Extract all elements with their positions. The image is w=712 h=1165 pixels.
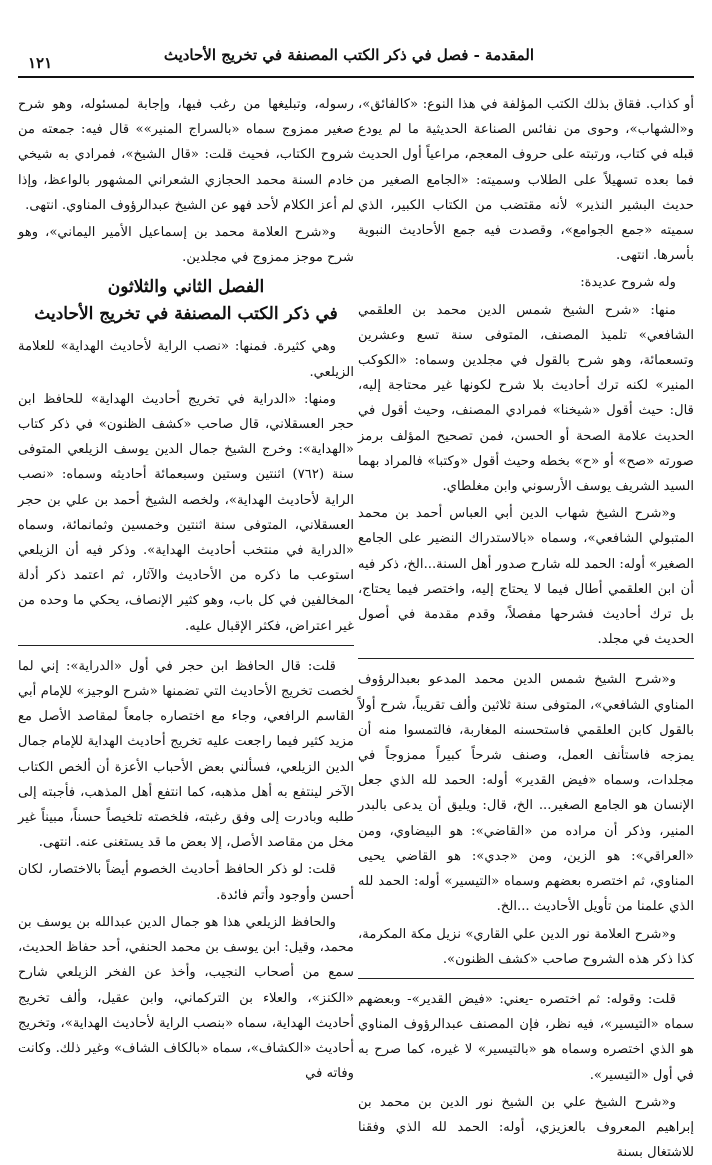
paragraph: و«شرح الشيخ علي بن الشيخ نور الدين بن محمد بن إبراهيم المعروف بالعزيزي، أوله: الحمد لله الذي وفقنا للاشتغال بسنة: [358, 1094, 694, 1161]
paragraph: و«شرح الشيخ شهاب الدين أبي العباس أحمد بن محمد المتبولي الشافعي»، وسماه «بالاستدراك النضير على الجامع الصغير» أوله: الحمد لله شارح صدور أهل السنة...الخ، ذكر فيه أن ابن العلقمي أطال فيما لا يحتاج إليه، واختصر فيما يحتاج، بل ترك أحاديث فشرحها مفصلاً، وقدم مقدمة في أصول الحديث في مجلد.: [357, 506, 694, 648]
section-heading-line-2: في ذكر الكتب المصنفة في تخريج الأحاديث: [34, 304, 338, 325]
left-column: [18, 92, 354, 1102]
running-header: [18, 36, 694, 78]
paragraph: قلت: وقوله: ثم اختصره -يعني: «فيض القدير»- وبعضهم سماه «التيسير»، فيه نظر، فإن المصنف عبدالرؤوف المناوي هو الذي اختصره وسماه هو «بالتيسير» لا غيره، كما صرح به في أول «التيسير».: [358, 991, 694, 1083]
section-heading-line-1: الفصل الثاني والثلاثون: [107, 277, 265, 298]
paragraph: و«شرح العلامة محمد بن إسماعيل الأمير اليماني»، وهو شرح موجز ممزوج في مجلدين.: [18, 225, 354, 266]
paragraph: منها: «شرح الشيخ شمس الدين محمد بن العلقمي الشافعي» تلميذ المصنف، المتوفى سنة تسع وعشرين وتسعمائة، وهو شرح بالقول في مجلدين وسماه: «الكوكب المنير» لكنه ترك أحاديث بلا شرح لكونها غير محتاجة إليه، قال: حيث أقول «شيخنا» فمرادي المصنف، وحيث أقول في الحديث علامة الصحة أو الحسن، فمن تصحيح المؤلف برمز صورته «صح» أو «ح» بخطه وحيث أقول «وكتبا» فالمراد بهما السيد الشريف يوسف الأرسوني وابن مغلطاي.: [358, 302, 694, 495]
paragraph: قلت: لو ذكر الحافظ أحاديث الخصوم أيضاً بالاختصار، لكان أحسن وأوجود وأتم فائدة.: [18, 862, 354, 903]
paragraph: أو كذاب. فقاق بذلك الكتب المؤلفة في هذا النوع: «كالفائق»، و«الشهاب»، وحوى من نفائس الصناعة الحديثية ما لم يودع قبله في كتاب، ورتبته على حروف المعجم، مراعياً أول الحديث فما بعده تسهيلاً على الطلاب وسميته: «الجامع الصغير من حديث البشير النذير» لأنه مقتضب من الكتاب الكبير، الذي سميته «جمع الجوامع»، وقصدت فيه جمع الأحاديث النبوية بأسرها. انتهى.: [358, 97, 694, 264]
separator: [358, 658, 694, 659]
paragraph: وله شروح عديدة:: [580, 275, 676, 291]
paragraph: وهي كثيرة. فمنها: «نصب الراية لأحاديث الهداية» للعلامة الزيلعي.: [18, 339, 354, 380]
paragraph: قلت: قال الحافظ ابن حجر في أول «الدراية»: إني لما لخصت تخريج الأحاديث التي تضمنها «شرح الوجيز» للإمام أبي القاسم الرافعي، وجاء مع اختصاره جامعاً لمقاصد الأصل مع مزيد كثير فيما راجعت عليه تخريج أحاديث الهداية للإمام جمال الدين الزيلعي، فسألني بعض الأحباب الأعزة أن ألخص الكتاب الآخر لينتفع به أهل مذهبه، كما انتفع أهل المذهب، فأجبته إلى طلبه وبادرت إلى وفق رغبته، فلخصته تلخيصاً حسناً، مبيناً غير مخل من مقاصد الأصل، إلا بعض ما قد يستغنى عنه. انتهى.: [18, 658, 354, 851]
section-heading: [18, 274, 354, 328]
paragraph: و«شرح الشيخ شمس الدين محمد المدعو بعبدالرؤوف المناوي الشافعي»، المتوفى سنة ثلاثين وألف تقريباً، شرح أولاً بالقول كابن العلقمي فاستحسنه المغاربة، فالتمسوا منه أن يمزجه فاستأنف العمل، وصنف شرحاً كبيراً ممزوجاً في مجلدات، وسماه «فيض القدير» أوله: الحمد لله الذي جعل الإنسان هو الجامع الصغير... الخ، قال: ويليق أن يدعى بالبدر المنير، وذكر أن مراده من «القاضي»: هو البيضاوي، ومن «العراقي»: هو الزين، ومن «جدي»: هو القاضي يحيى المناوي، ثم اختصره بعضهم وسماه «التيسير» أوله: الحمد لله الذي علمنا من تأويل الأحاديث ...الخ.: [358, 672, 694, 915]
paragraph: رسوله، وتبليغها من رغب فيها، وإجابة لمسئوله، وهو شرح صغير ممزوج سماه «بالسراج المنير»» قال فيه: جمعته من شروح الكتاب، فحيث قلت: «قال الشيخ»، فمرادي به شيخي خادم السنة محمد الحجازي الشعراني المشهور بالواعظ، وإذا لم أعز الكلام لأحد فهو عن الشيخ عبدالرؤوف المناوي. انتهى.: [18, 97, 354, 213]
paragraph: ومنها: «الدراية في تخريج أحاديث الهداية» للحافظ ابن حجر العسقلاني، قال صاحب «كشف الظنون» في ذكر كتاب «الهداية»: وخرج الشيخ جمال الدين يوسف الزيلعي المتوفى سنة (٧٦٢) اثنتين وستين وسبعمائة أحاديثه وسماه: «نصب الراية لأحاديث الهداية»، ولخصه الشيخ أحمد بن علي بن حجر العسقلاني، المتوفى سنة اثنتين وخمسين وثمانمائة، وسماه «الدراية في منتخب أحاديث الهداية». وذكر فيه أن الزيلعي استوعب ما ذكره من الأحاديث والآثار، ثم اعتمد ذكر أدلة المخالفين في كل باب، وهو كثير الإنصاف، يحكي ما وحده من غير اعتراض، فكثر الإقبال عليه.: [18, 391, 355, 634]
page-number: ١٢١: [28, 54, 53, 72]
paragraph: والحافظ الزيلعي هذا هو جمال الدين عبدالله بن يوسف بن محمد، وقيل: ابن يوسف بن محمد الحنفي، أحد حفاظ الحديث، سمع من أصحاب النجيب، وأخذ عن الفخر الزيلعي شارح «الكنز»، والعلاء بن التركماني، وابن عقيل، وألف تخريج أحاديث الهداية، سماه «بنصب الراية لأحاديث الهداية»، وتخريج أحاديث «الكشاف»، سماه «بالكاف الشاف» وغير ذلك. وكانت وفاته في: [18, 914, 354, 1082]
separator: [18, 645, 354, 646]
separator: [358, 978, 694, 979]
header-title: المقدمة - فصل في ذكر الكتب المصنفة في تخريج الأحاديث: [163, 46, 534, 64]
paragraph: و«شرح العلامة نور الدين علي القاري» نزيل مكة المكرمة، كذا ذكر هذه الشروح صاحب «كشف الظنون».: [358, 926, 694, 967]
right-column: [357, 92, 694, 1161]
